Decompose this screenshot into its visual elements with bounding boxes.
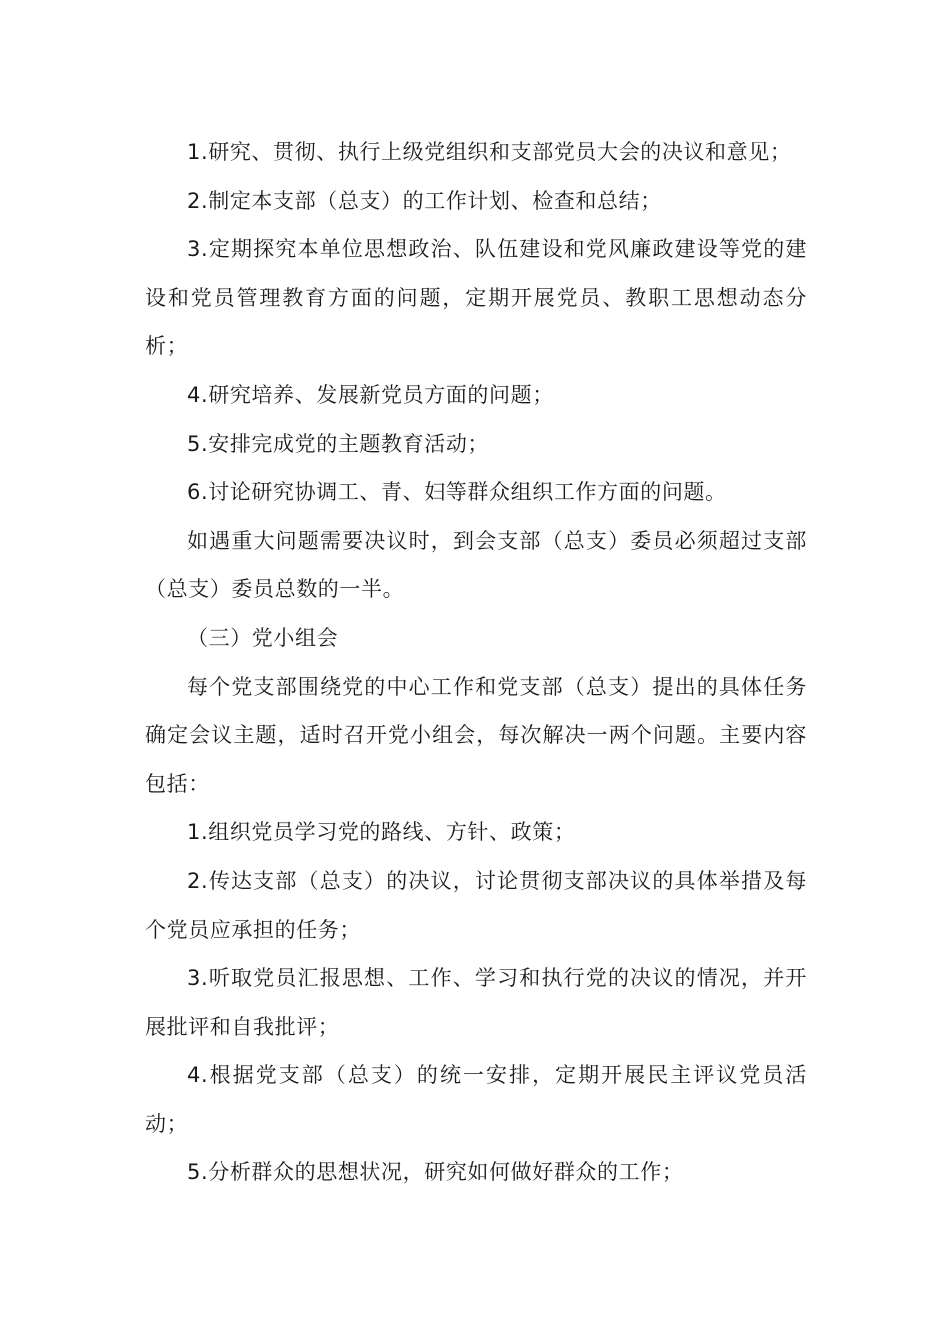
paragraph-1: 1.研究、贯彻、执行上级党组织和支部党员大会的决议和意见； <box>187 140 792 164</box>
paragraph-7: 如遇重大问题需要决议时，到会支部（总支）委员必须超过支部（总支）委员总数的一半。 <box>145 528 807 602</box>
document-body <box>145 128 807 1197</box>
paragraph-14: 5.分析群众的思想状况，研究如何做好群众的工作； <box>187 1160 684 1185</box>
paragraph-13: 4.根据党支部（总支）的统一安排，定期开展民主评议党员活动； <box>145 1063 807 1136</box>
paragraph-3: 3.定期探究本单位思想政治、队伍建设和党风廉政建设等党的建设和党员管理教育方面的问题，定期开展党员、教职工思想动态分析； <box>145 237 807 359</box>
paragraph-11: 2.传达支部（总支）的决议，讨论贯彻支部决议的具体举措及每个党员应承担的任务； <box>145 868 807 942</box>
paragraph-2: 2.制定本支部（总支）的工作计划、检查和总结； <box>187 188 662 213</box>
paragraph-12: 3.听取党员汇报思想、工作、学习和执行党的决议的情况，并开展批评和自我批评； <box>145 966 807 1039</box>
paragraph-10: 1.组织党员学习党的路线、方针、政策； <box>187 820 576 845</box>
section-heading: （三）党小组会 <box>187 625 339 650</box>
paragraph-4: 4.研究培养、发展新党员方面的问题； <box>187 382 554 407</box>
paragraph-6: 6.讨论研究协调工、青、妇等群众组织工作方面的问题。 <box>187 480 727 505</box>
paragraph-5: 5.安排完成党的主题教育活动； <box>187 431 490 456</box>
paragraph-9: 每个党支部围绕党的中心工作和党支部（总支）提出的具体任务确定会议主题，适时召开党小组会，每次解决一两个问题。主要内容包括： <box>145 674 807 796</box>
